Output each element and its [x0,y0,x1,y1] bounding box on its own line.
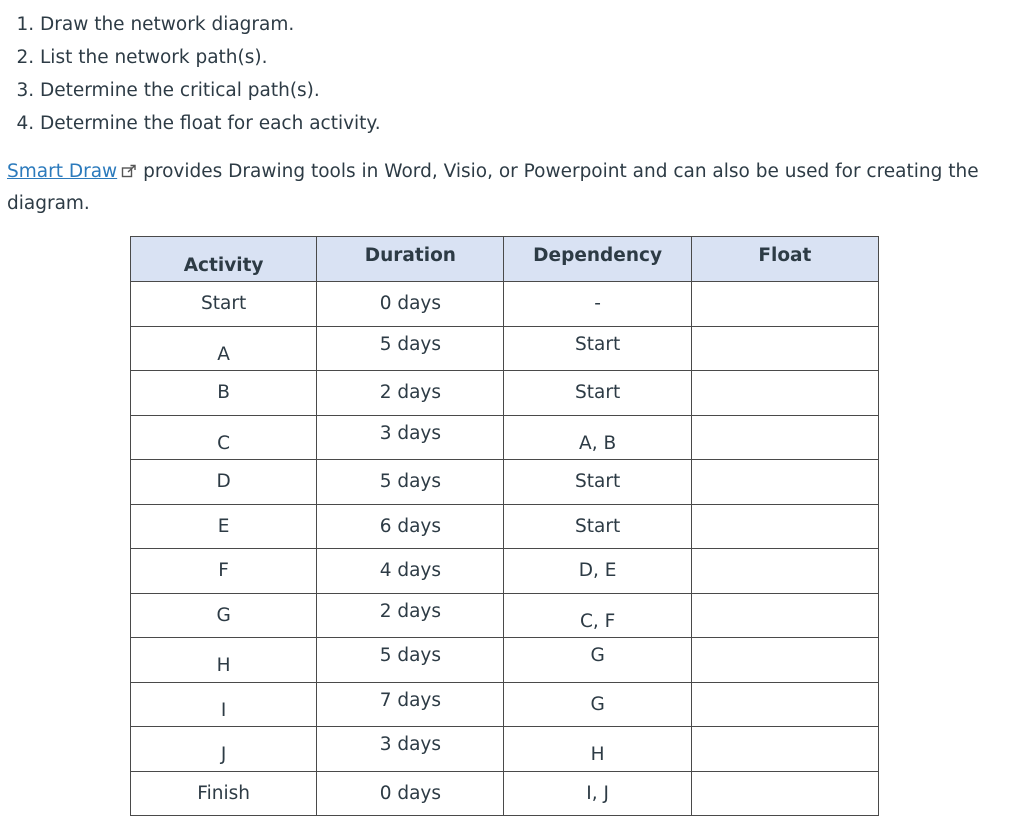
cell-dependency: C, F [504,593,691,638]
instruction-item: 2. List the network path(s). [40,41,381,74]
table-header-row [131,237,879,282]
cell-duration: 5 days [317,638,504,683]
cell-float[interactable] [691,638,878,683]
table-row [131,371,879,416]
activity-table [130,236,879,816]
cell-duration: 5 days [317,460,504,505]
cell-activity: H [131,638,317,683]
cell-duration: 0 days [317,771,504,816]
cell-float[interactable] [691,460,878,505]
table-row [131,727,879,772]
cell-dependency: G [504,638,691,683]
instruction-item: 4. Determine the float for each activity. [40,107,381,140]
table-row [131,549,879,594]
cell-duration: 3 days [317,415,504,460]
table-row [131,282,879,327]
instruction-item: 1. Draw the network diagram. [40,8,381,41]
header-duration: Duration [317,237,504,282]
cell-duration: 4 days [317,549,504,594]
instruction-list [0,8,381,140]
cell-float[interactable] [691,326,878,371]
table-row [131,504,879,549]
cell-activity: C [131,415,317,460]
intro-text: provides Drawing tools in Word, Visio, or Powerpoint and can also be used for creating the diagram. [7,161,979,214]
cell-activity: Start [131,282,317,327]
table-row [131,638,879,683]
cell-duration: 5 days [317,326,504,371]
cell-duration: 6 days [317,504,504,549]
cell-duration: 2 days [317,593,504,638]
cell-activity: A [131,326,317,371]
cell-dependency: H [504,727,691,772]
cell-duration: 7 days [317,682,504,727]
cell-float[interactable] [691,504,878,549]
header-dependency: Dependency [504,237,691,282]
header-float: Float [691,237,878,282]
cell-dependency: I, J [504,771,691,816]
table-row [131,460,879,505]
cell-dependency: Start [504,504,691,549]
cell-activity: D [131,460,317,505]
cell-dependency: D, E [504,549,691,594]
cell-activity: B [131,371,317,416]
cell-dependency: Start [504,326,691,371]
cell-duration: 2 days [317,371,504,416]
cell-dependency: - [504,282,691,327]
external-link-icon[interactable] [121,164,137,178]
cell-float[interactable] [691,593,878,638]
cell-duration: 0 days [317,282,504,327]
table-row [131,326,879,371]
cell-float[interactable] [691,771,878,816]
cell-activity: I [131,682,317,727]
cell-dependency: Start [504,460,691,505]
cell-duration: 3 days [317,727,504,772]
cell-float[interactable] [691,549,878,594]
cell-activity: E [131,504,317,549]
intro-paragraph [7,156,1017,220]
cell-activity: Finish [131,771,317,816]
cell-float[interactable] [691,415,878,460]
cell-float[interactable] [691,727,878,772]
cell-activity: F [131,549,317,594]
table-row [131,682,879,727]
table-row [131,771,879,816]
cell-dependency: G [504,682,691,727]
cell-activity: J [131,727,317,772]
cell-float[interactable] [691,282,878,327]
cell-dependency: Start [504,371,691,416]
smart-draw-link[interactable]: Smart Draw [7,161,118,182]
cell-float[interactable] [691,682,878,727]
instruction-item: 3. Determine the critical path(s). [40,74,381,107]
cell-float[interactable] [691,371,878,416]
table-row [131,593,879,638]
cell-activity: G [131,593,317,638]
table-row [131,415,879,460]
header-activity: Activity [131,237,317,282]
cell-dependency: A, B [504,415,691,460]
